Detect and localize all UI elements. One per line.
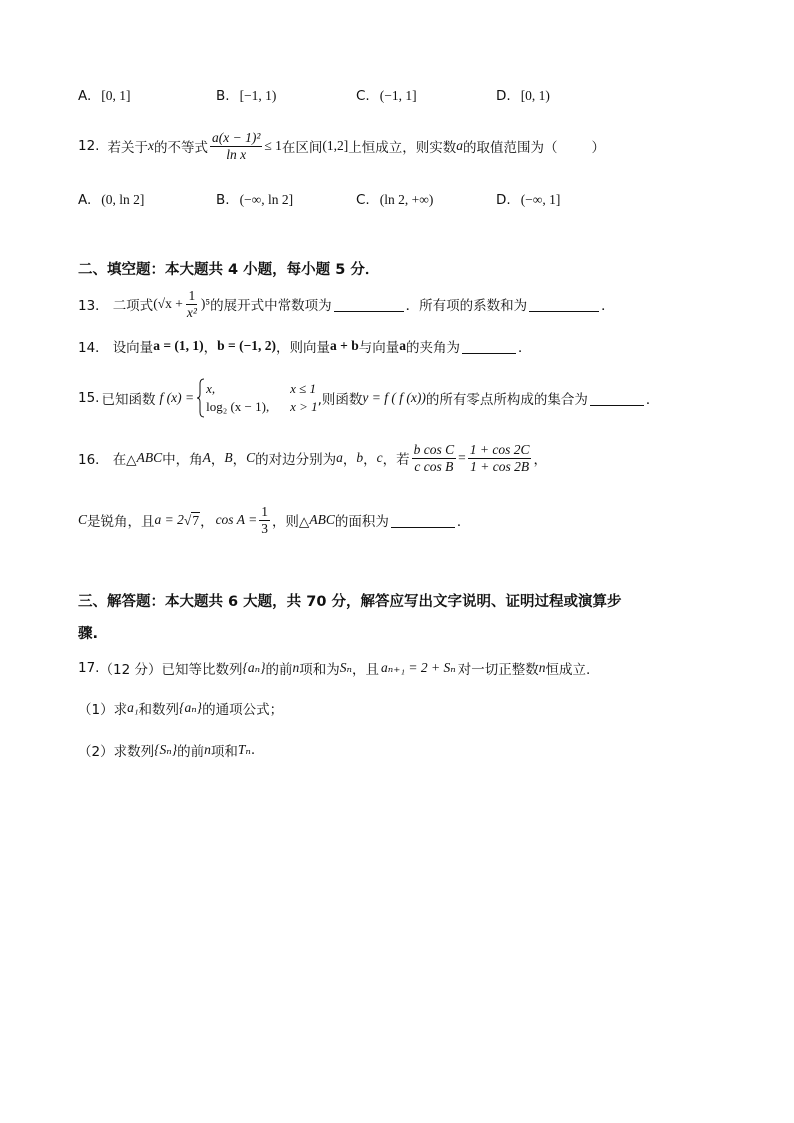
q16-fraction-2: $\frac{1 + \cos 2C}{1 + \cos 2B}$ [469,442,530,474]
answer-blank[interactable] [391,513,455,528]
q12-option-b: B. (−∞, ln 2] [216,192,294,208]
q12-fraction: $\frac{\text{a(x − 1)²}}{\text{ln x}}$ [211,130,261,162]
question-14: 14． 设向量 a = (1, 1) ， b = (−1, 2) ，则向量 a + b 与向量 a 的夹角为 ． [78,338,532,356]
q11-option-c: C. (−1, 1] [356,88,417,104]
q11-option-a: A. [0, 1] [78,88,131,104]
question-17-part-1: （1） 求 a₁ 和数列 {aₙ} 的通项公式； [78,700,284,718]
q11-option-d: D. [0, 1) [496,88,550,104]
piecewise-brace: x, x ≤ 1 log₂ (x − 1), x > 1 [197,378,318,418]
question-17: 17. （12 分） 已知等比数列 {aₙ} 的前 n 项和为 Sₙ ，且 aₙ₊₁ = 2 + Sₙ 对一切正整数 n 恒成立. [78,660,591,678]
section-2-heading: 二、填空题：本大题共 4 小题，每小题 5 分． [78,262,380,278]
q16-fraction-1: $\frac{\text{b cos C}}{\text{c cos B}}$ [413,442,455,474]
answer-blank[interactable] [529,297,599,312]
section-3-heading-cont: 骤. [78,626,99,642]
q11-option-b: B. [−1, 1) [216,88,277,104]
question-13: 13． 二项式 (√x + $\frac{1}{\text{x²}}$ )⁵ 的展开式中常数项为 ．所有项的系数和为 ． [78,288,615,320]
question-12: 12. 若关于 x 的不等式 $\frac{\text{a(x − 1)²}}{\text{ln x}}$ ≤ 1 在区间 (1,2] 上恒成立，则实数 a 的取值范围为（ ） [78,130,606,162]
answer-blank[interactable] [590,391,644,406]
question-17-part-2: （2） 求数列 {Sₙ} 的前 n 项和 Tₙ . [78,742,256,760]
q16-fraction-3: $\frac{1}{3}$ [261,504,268,536]
section-3-heading: 三、解答题：本大题共 6 大题，共 70 分，解答应写出文字说明、证明过程或演算步 [78,594,622,610]
sqrt-symbol: √ 7 [183,512,200,528]
question-16: 16． 在△ ABC 中，角 A ， B ， C 的对边分别为 a ， b ， c ，若 $\frac{\text{b cos C}}{\text{c cos B}}$ = $\frac{1 + \cos 2C}{1 + \cos 2B}$ ， [78,442,547,474]
answer-blank[interactable] [462,339,516,354]
q12-option-c: C. (ln 2, +∞) [356,192,434,208]
q12-option-a: A. (0, ln 2] [78,192,145,208]
q12-option-d: D. (−∞, 1] [496,192,561,208]
question-15: 15. 已知函数 f (x) = x, x ≤ 1 log₂ (x − 1), x > 1 ,则函数 y = f ( f (x)) 的所有零点所构成的集合为 ． [78,378,659,418]
question-16-continued: C 是锐角，且 a = 2 √ 7 ， cos A = $\frac{1}{3}$ ，则△ ABC 的面积为 ． [78,504,471,536]
answer-blank[interactable] [334,297,404,312]
q13-fraction: $\frac{1}{\text{x²}}$ [186,288,197,320]
